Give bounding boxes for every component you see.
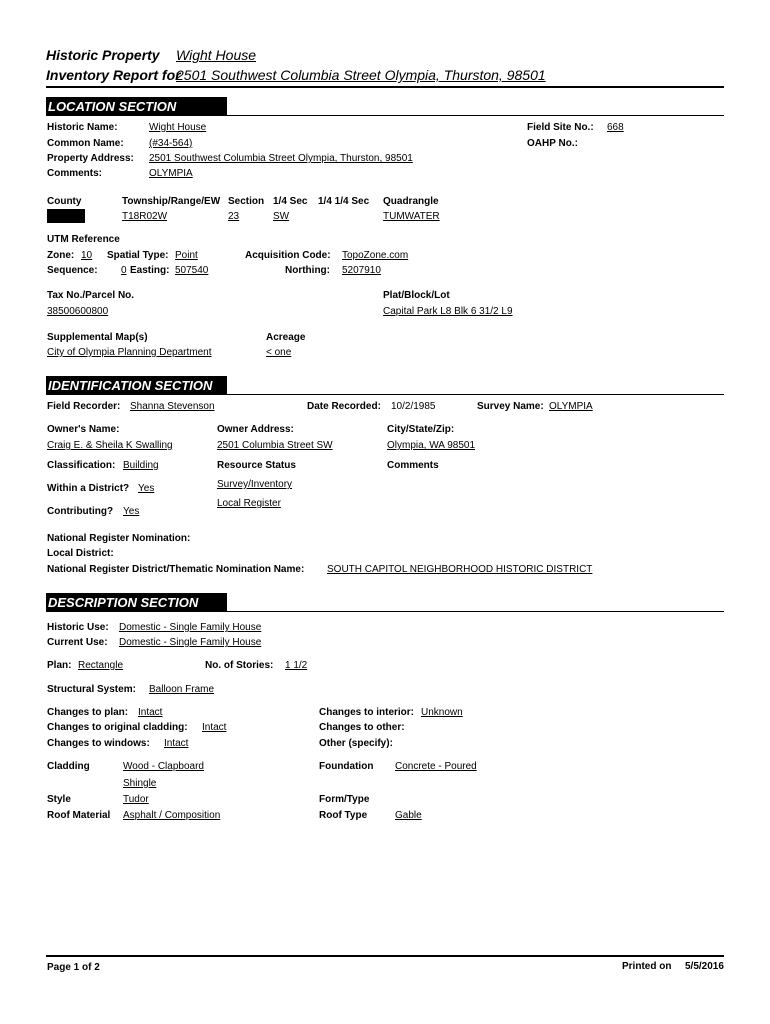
resource-status-label: Resource Status	[217, 460, 296, 471]
quarter-sec-label: 1/4 Sec	[273, 196, 308, 207]
survey-inventory-status: Survey/Inventory	[217, 479, 293, 490]
header-rule	[46, 86, 724, 88]
location-section-rule	[46, 115, 724, 116]
tax-parcel-value: 38500600800	[47, 306, 109, 317]
changes-windows-value: Intact	[164, 738, 189, 749]
zone-value: 10	[81, 250, 93, 261]
style-value: Tudor	[123, 794, 149, 805]
tax-parcel-label: Tax No./Parcel No.	[47, 290, 135, 301]
historic-use-label: Historic Use:	[47, 622, 109, 633]
common-name-label: Common Name:	[47, 138, 124, 149]
style-label: Style	[47, 794, 71, 805]
acquisition-code-label: Acquisition Code:	[245, 250, 331, 261]
supplemental-maps-value: City of Olympia Planning Department	[47, 347, 212, 358]
form-type-label: Form/Type	[319, 794, 370, 805]
field-site-value: 668	[607, 122, 624, 133]
acreage-label: Acreage	[266, 332, 306, 343]
classification-label: Classification:	[47, 460, 116, 471]
easting-value: 507540	[175, 265, 209, 276]
changes-interior-value: Unknown	[421, 707, 463, 718]
cladding-value-1: Wood - Clapboard	[123, 761, 204, 772]
sequence-label: Sequence:	[47, 265, 98, 276]
id-comments-label: Comments	[387, 460, 439, 471]
quadrangle-label: Quadrangle	[383, 196, 439, 207]
utm-label: UTM Reference	[47, 234, 120, 245]
plan-label: Plan:	[47, 660, 72, 671]
historic-use-value: Domestic - Single Family House	[119, 622, 262, 633]
nr-nomination-label: National Register Nomination:	[47, 533, 191, 544]
roof-material-label: Roof Material	[47, 810, 111, 821]
sequence-value: 0	[121, 265, 127, 276]
plan-value: Rectangle	[78, 660, 124, 671]
owner-address-label: Owner Address:	[217, 424, 294, 435]
roof-material-value: Asphalt / Composition	[123, 810, 221, 821]
current-use-value: Domestic - Single Family House	[119, 637, 262, 648]
contributing-label: Contributing?	[47, 506, 114, 517]
footer-rule	[46, 955, 724, 957]
county-redaction	[47, 209, 85, 223]
date-recorded-value: 10/2/1985	[391, 401, 436, 412]
historic-name-label: Historic Name:	[47, 122, 118, 133]
header-title-1: Historic Property	[46, 47, 160, 63]
stories-value: 1 1/2	[285, 660, 308, 671]
owner-name-value: Craig E. & Sheila K Swalling	[47, 440, 173, 451]
changes-windows-label: Changes to windows:	[47, 738, 150, 749]
comments-label: Comments:	[47, 168, 103, 179]
printed-on-label: Printed on	[622, 961, 672, 972]
changes-plan-value: Intact	[138, 707, 163, 718]
spatial-type-value: Point	[175, 250, 198, 261]
nr-district-value: SOUTH CAPITOL NEIGHBORHOOD HISTORIC DISTRICT	[327, 564, 593, 575]
easting-label: Easting:	[130, 265, 170, 276]
supplemental-maps-label: Supplemental Map(s)	[47, 332, 148, 343]
property-address-header: 2501 Southwest Columbia Street Olympia, Thurston, 98501	[176, 67, 546, 83]
cladding-label: Cladding	[47, 761, 90, 772]
roof-type-value: Gable	[395, 810, 422, 821]
header-title-2: Inventory Report for	[46, 67, 181, 83]
foundation-value: Concrete - Poured	[395, 761, 477, 772]
county-label: County	[47, 196, 82, 207]
spatial-type-label: Spatial Type:	[107, 250, 169, 261]
property-address-value: 2501 Southwest Columbia Street Olympia, Thurston, 98501	[149, 153, 413, 164]
within-district-label: Within a District?	[47, 483, 130, 494]
field-recorder-value: Shanna Stevenson	[130, 401, 215, 412]
structural-system-label: Structural System:	[47, 684, 136, 695]
field-recorder-label: Field Recorder:	[47, 401, 121, 412]
contributing-value: Yes	[123, 506, 140, 517]
plat-block-lot-label: Plat/Block/Lot	[383, 290, 450, 301]
quadrangle-value: TUMWATER	[383, 211, 440, 222]
acreage-value: < one	[266, 347, 292, 358]
cladding-value-2: Shingle	[123, 778, 157, 789]
zone-label: Zone:	[47, 250, 75, 261]
property-address-label: Property Address:	[47, 153, 134, 164]
northing-label: Northing:	[285, 265, 330, 276]
foundation-label: Foundation	[319, 761, 374, 772]
acquisition-code-value: TopoZone.com	[342, 250, 409, 261]
current-use-label: Current Use:	[47, 637, 108, 648]
description-section-rule	[46, 611, 724, 612]
printed-on-date: 5/5/2016	[685, 961, 724, 972]
local-district-label: Local District:	[47, 548, 114, 559]
identification-section-rule	[46, 394, 724, 395]
section-label: Section	[228, 196, 265, 207]
trs-value: T18R02W	[122, 211, 168, 222]
quarter-sec-value: SW	[273, 211, 290, 222]
quarter-quarter-sec-label: 1/4 1/4 Sec	[318, 196, 370, 207]
changes-cladding-value: Intact	[202, 722, 227, 733]
oahp-label: OAHP No.:	[527, 138, 578, 149]
historic-name-value: Wight House	[149, 122, 207, 133]
field-site-label: Field Site No.:	[527, 122, 594, 133]
city-state-zip-value: Olympia, WA 98501	[387, 440, 476, 451]
stories-label: No. of Stories:	[205, 660, 274, 671]
changes-other-label: Changes to other:	[319, 722, 405, 733]
page-number: Page 1 of 2	[47, 962, 100, 973]
changes-plan-label: Changes to plan:	[47, 707, 129, 718]
classification-value: Building	[123, 460, 159, 471]
description-section-title: DESCRIPTION SECTION	[48, 595, 199, 610]
other-specify-label: Other (specify):	[319, 738, 393, 749]
city-state-zip-label: City/State/Zip:	[387, 424, 455, 435]
owner-name-label: Owner's Name:	[47, 424, 120, 435]
common-name-value: (#34-564)	[149, 138, 193, 149]
section-value: 23	[228, 211, 240, 222]
property-name: Wight House	[176, 47, 257, 63]
northing-value: 5207910	[342, 265, 381, 276]
date-recorded-label: Date Recorded:	[307, 401, 381, 412]
nr-district-label: National Register District/Thematic Nomination Name:	[47, 564, 305, 575]
plat-block-lot-value: Capital Park L8 Blk 6 31/2 L9	[383, 306, 513, 317]
roof-type-label: Roof Type	[319, 810, 368, 821]
trs-label: Township/Range/EW	[122, 196, 221, 207]
survey-name-label: Survey Name:	[477, 401, 544, 412]
changes-cladding-label: Changes to original cladding:	[47, 722, 188, 733]
location-section-title: LOCATION SECTION	[48, 99, 177, 114]
local-register-status: Local Register	[217, 498, 281, 509]
within-district-value: Yes	[138, 483, 155, 494]
structural-system-value: Balloon Frame	[149, 684, 215, 695]
comments-value: OLYMPIA	[149, 168, 193, 179]
identification-section-title: IDENTIFICATION SECTION	[48, 378, 213, 393]
survey-name-value: OLYMPIA	[549, 401, 593, 412]
changes-interior-label: Changes to interior:	[319, 707, 415, 718]
owner-address-value: 2501 Columbia Street SW	[217, 440, 333, 451]
